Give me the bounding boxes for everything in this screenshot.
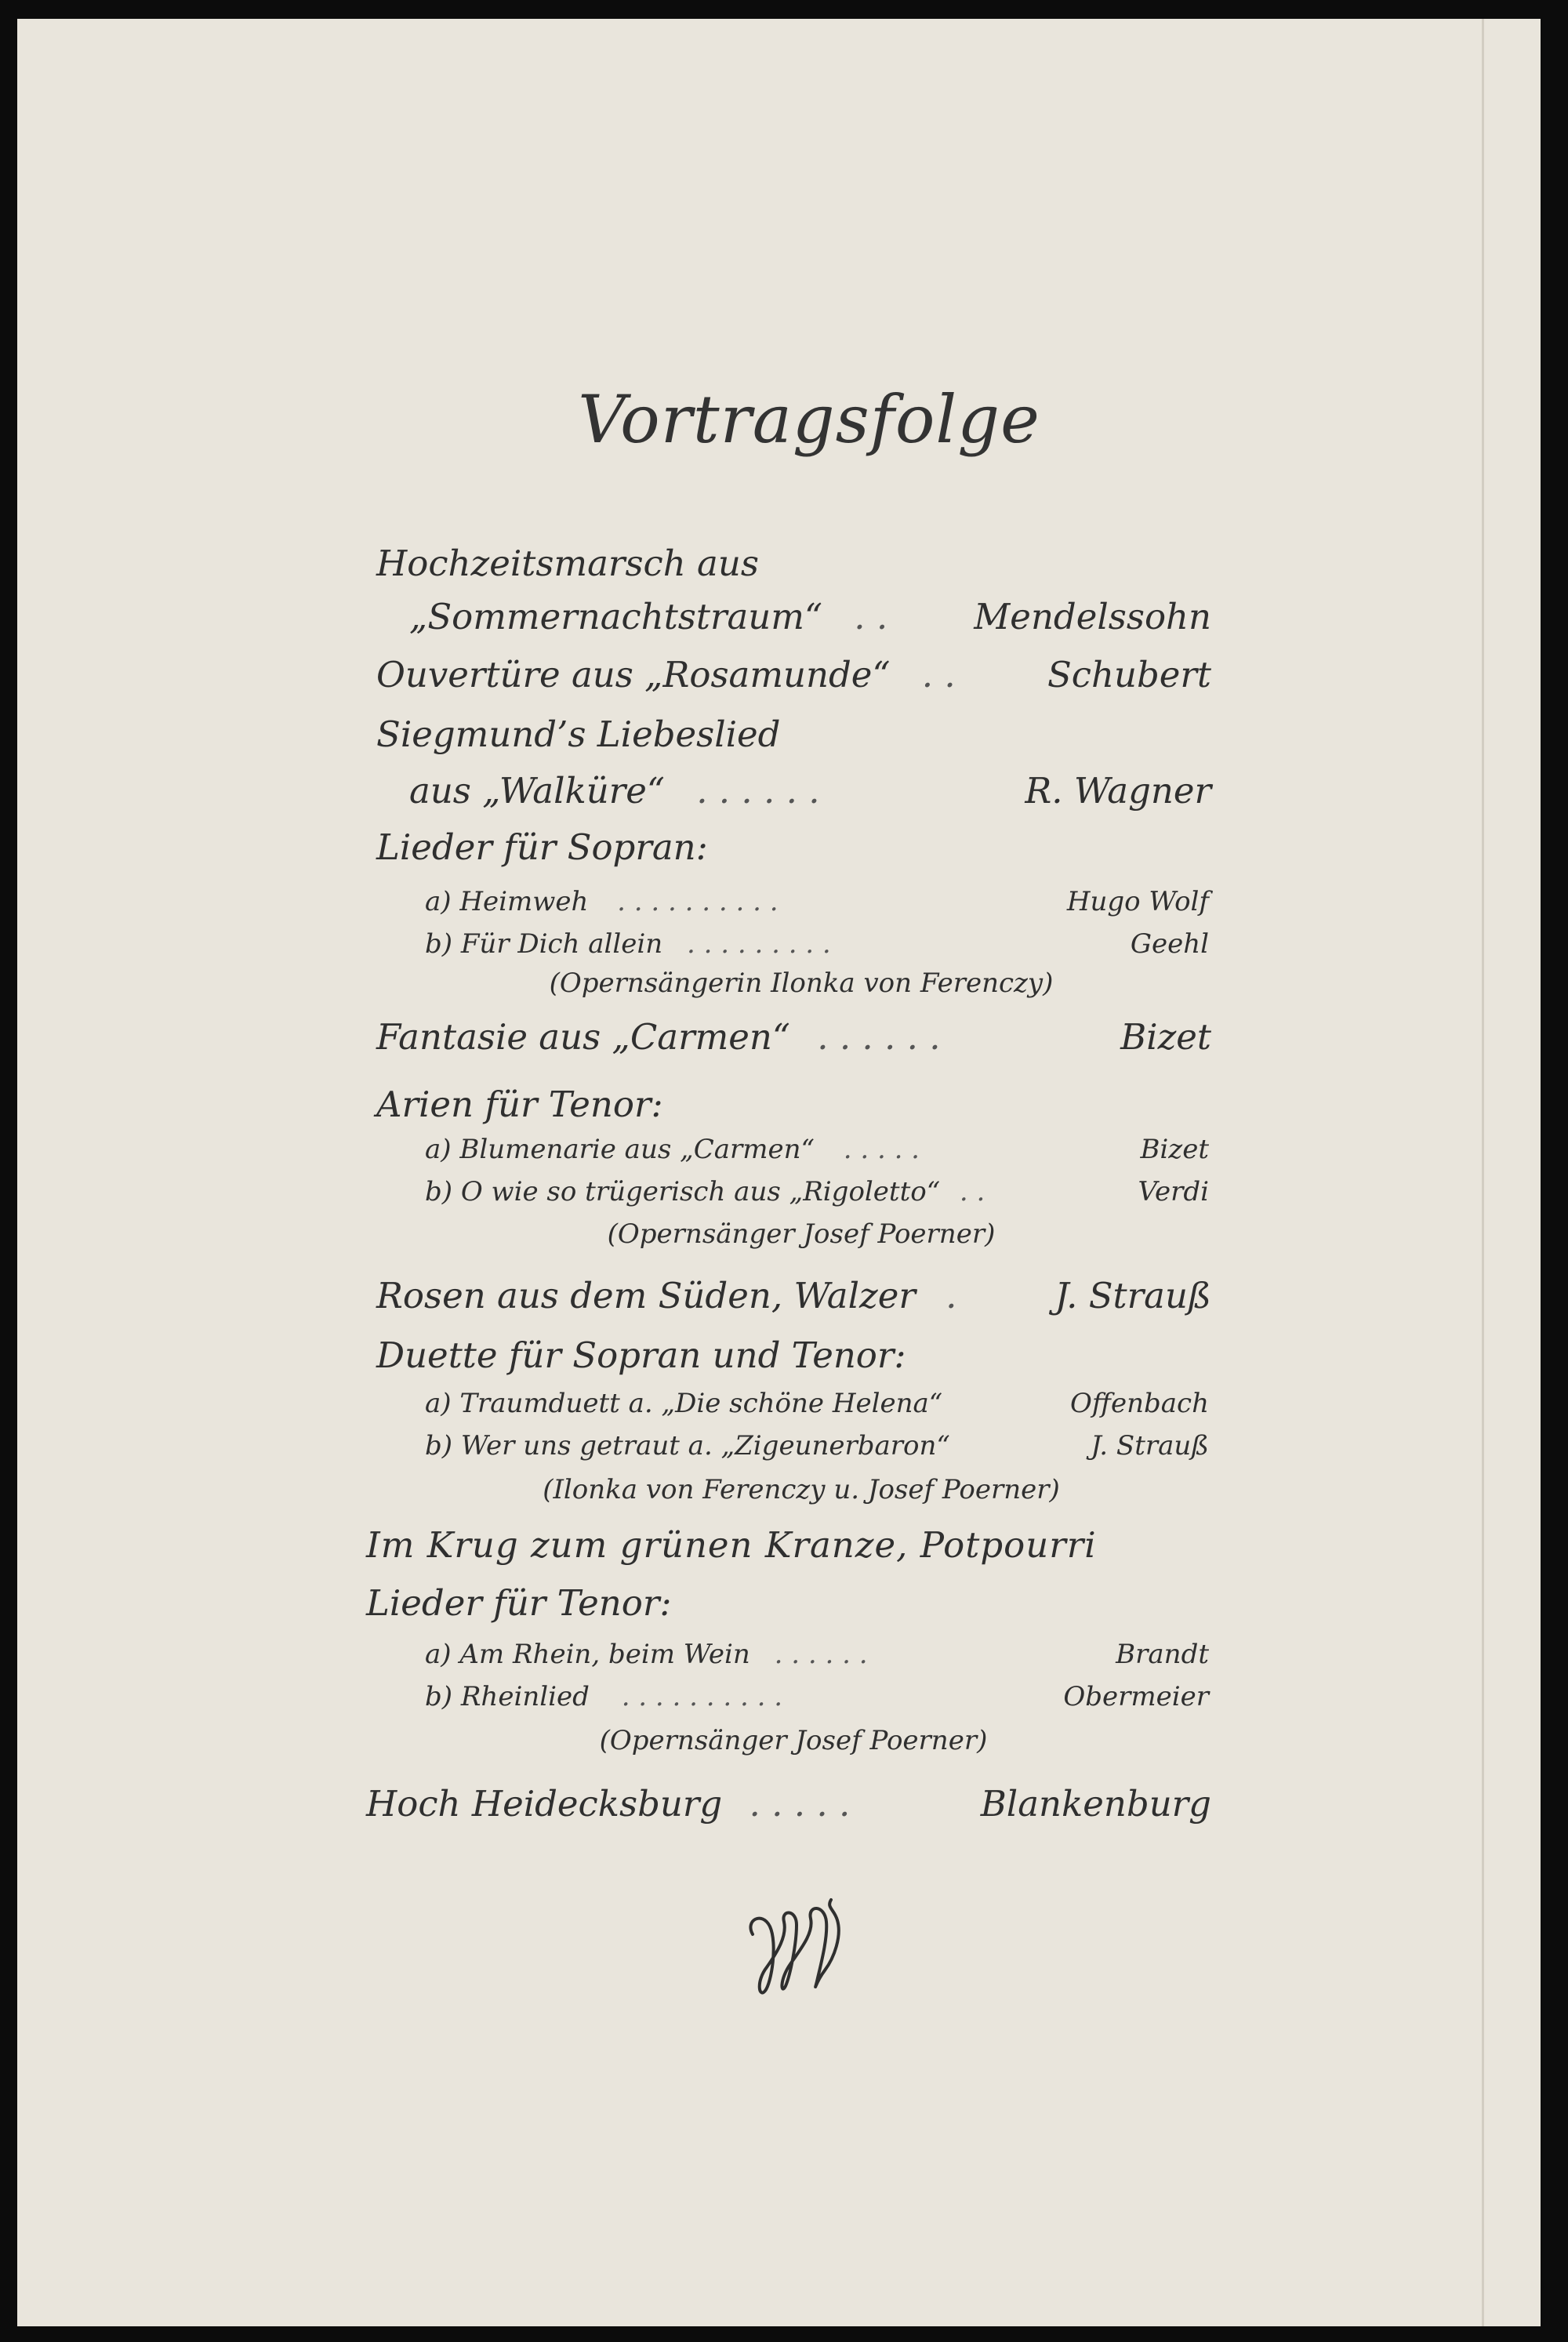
composer: Offenbach bbox=[1070, 1388, 1209, 1419]
composer: Bizet bbox=[1140, 1134, 1209, 1165]
piece-title: Fantasie aus „Carmen“ bbox=[376, 1016, 790, 1058]
program-item-blumenarie bbox=[425, 1134, 1209, 1165]
composer: Verdi bbox=[1138, 1176, 1209, 1207]
piece-title: a) Am Rhein, beim Wein bbox=[425, 1639, 750, 1670]
piece-title: a) Traumduett a. „Die schöne Helena“ bbox=[425, 1388, 943, 1419]
section-heading-tenor-lieder: Lieder für Tenor: bbox=[366, 1582, 672, 1624]
section-heading-duette: Duette für Sopran und Tenor: bbox=[376, 1334, 906, 1376]
piece-title: aus „Walküre“ bbox=[409, 770, 665, 812]
performer-note-duette: (Ilonka von Ferenczy u. Josef Poerner) bbox=[543, 1474, 1060, 1505]
piece-title: a) Blumenarie aus „Carmen“ bbox=[425, 1134, 815, 1165]
program-item-fuer-dich-allein bbox=[425, 928, 1209, 960]
piece-title: b) Rheinlied bbox=[425, 1681, 590, 1712]
program-item-fantasie-carmen bbox=[376, 1016, 1211, 1058]
piece-title: a) Heimweh bbox=[425, 886, 589, 917]
leader-dots: . bbox=[946, 1275, 957, 1316]
composer: J. Strauß bbox=[1054, 1275, 1211, 1316]
piece-title: b) Wer uns getraut a. „Zigeunerbaron“ bbox=[425, 1430, 950, 1461]
page-title: Vortragsfolge bbox=[578, 381, 1040, 458]
program-item-traumduett bbox=[425, 1388, 1209, 1419]
leader-dots: . . . . . bbox=[749, 1783, 851, 1825]
leader-dots: . . bbox=[921, 654, 956, 695]
leader-dots: . . . . . . . . . bbox=[687, 928, 831, 960]
section-heading-tenor-arien: Arien für Tenor: bbox=[376, 1084, 663, 1125]
program-item-am-rhein bbox=[425, 1639, 1209, 1670]
ornament-flourish-icon bbox=[739, 1889, 852, 1999]
leader-dots: . . . . . . bbox=[696, 770, 820, 812]
page-fold bbox=[1482, 19, 1484, 2326]
composer: Blankenburg bbox=[980, 1783, 1211, 1825]
section-heading-sopran: Lieder für Sopran: bbox=[376, 826, 708, 868]
program-item-wer-uns-getraut bbox=[425, 1430, 1209, 1461]
program-item-walkuere bbox=[409, 770, 1211, 812]
composer: Bizet bbox=[1120, 1016, 1211, 1058]
program-item-rigoletto bbox=[425, 1176, 1209, 1207]
composer: Hugo Wolf bbox=[1066, 886, 1209, 917]
program-page bbox=[17, 19, 1541, 2326]
composer: Geehl bbox=[1130, 928, 1209, 960]
program-item-rosamunde bbox=[376, 654, 1211, 695]
piece-title: Hoch Heidecksburg bbox=[366, 1783, 723, 1825]
performer-note-tenor-1: (Opernsänger Josef Poerner) bbox=[607, 1218, 996, 1250]
program-item-im-krug: Im Krug zum grünen Kranze, Potpourri bbox=[366, 1524, 1097, 1566]
composer: J. Strauß bbox=[1091, 1430, 1209, 1461]
leader-dots: . . . . . . . . . . bbox=[621, 1681, 783, 1712]
composer: Schubert bbox=[1047, 654, 1211, 695]
program-item-hoch-heidecksburg bbox=[366, 1783, 1211, 1825]
composer: R. Wagner bbox=[1025, 770, 1211, 812]
program-line-1: Hochzeitsmarsch aus bbox=[376, 543, 759, 584]
leader-dots: . . bbox=[854, 596, 888, 637]
piece-title: b) O wie so trügerisch aus „Rigoletto“ bbox=[425, 1176, 941, 1207]
leader-dots: . . . . . . . . . . bbox=[617, 886, 779, 917]
program-item-heimweh bbox=[425, 886, 1209, 917]
leader-dots: . . bbox=[959, 1176, 985, 1207]
performer-note-sopran: (Opernsängerin Ilonka von Ferenczy) bbox=[549, 968, 1054, 999]
leader-dots: . . . . . bbox=[843, 1134, 920, 1165]
program-item-rosen-aus-dem-sueden bbox=[376, 1275, 1211, 1316]
leader-dots: . . . . . . bbox=[817, 1016, 941, 1058]
piece-title: Ouvertüre aus „Rosamunde“ bbox=[376, 654, 891, 695]
program-item-rheinlied bbox=[425, 1681, 1209, 1712]
piece-title: Rosen aus dem Süden, Walzer bbox=[376, 1275, 916, 1316]
piece-title: „Sommernachtstraum“ bbox=[409, 596, 822, 637]
composer: Mendelssohn bbox=[974, 596, 1211, 637]
program-item-sommernachtstraum bbox=[409, 596, 1211, 637]
program-line-4: Siegmund’s Liebeslied bbox=[376, 713, 781, 755]
composer: Brandt bbox=[1116, 1639, 1209, 1670]
piece-title: b) Für Dich allein bbox=[425, 928, 663, 960]
performer-note-tenor-2: (Opernsänger Josef Poerner) bbox=[599, 1725, 988, 1756]
composer: Obermeier bbox=[1063, 1681, 1209, 1712]
leader-dots: . . . . . . bbox=[774, 1639, 868, 1670]
